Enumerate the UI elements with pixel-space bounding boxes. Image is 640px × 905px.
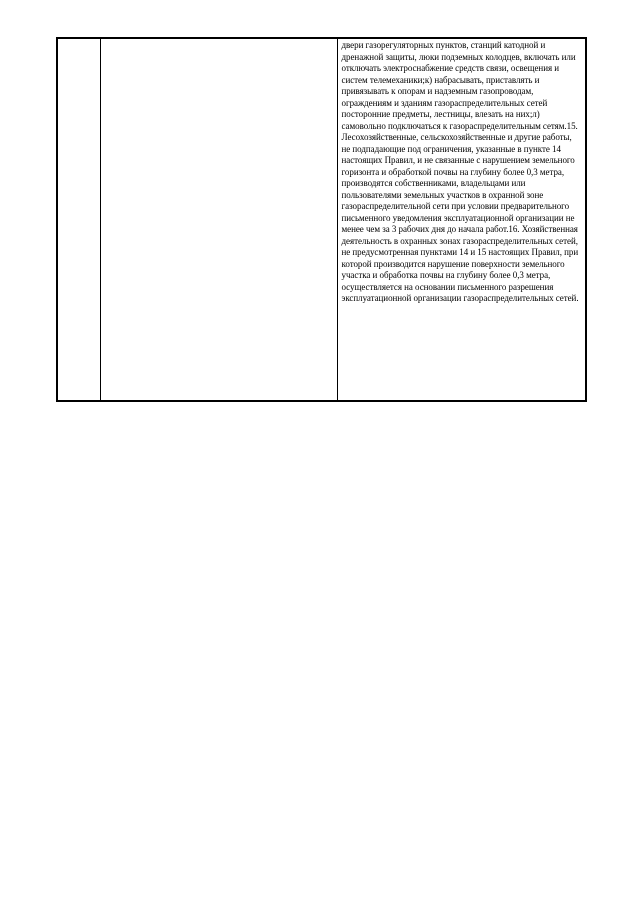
cell-content-text: двери газорегуляторных пунктов, станций катодной и дренажной защиты, люки подземных колодцев, включать или отключать электроснабжение средств связи, освещения и систем телемеханики;к) набрасывать, приставлять и привязывать к опорам и надземным газопроводам, ограждениям и зданиям газораспределительных сетей посторонние предметы, лестницы, влезать на них;л) самовольно подключаться к газораспределительным сетям.15. Лесохозяйственные, сельскохозяйственные и другие работы, не подпадающие под ограничения, указанные в пункте 14 настоящих Правил, и не связанные с нарушением земельного горизонта и обработкой почвы на глубину более 0,3 метра, производятся собственниками, владельцами или пользователями земельных участков в охранной зоне газораспределительной сети при условии предварительного письменного уведомления эксплуатационной организации не менее чем за 3 рабочих дня до начала работ.16. Хозяйственная деятельность в охранных зонах газораспределительных сетей, не предусмотренная пунктами 14 и 15 настоящих Правил, при которой производится нарушение поверхности земельного участка и обработка почвы на глубину более 0,3 метра, осуществляется на основании письменного разрешения эксплуатационной организации газораспределительных сетей. — [341, 40, 579, 303]
document-table — [56, 37, 587, 402]
cell-number-text — [58, 39, 100, 400]
table-row — [57, 38, 586, 401]
cell-description-text — [101, 39, 337, 400]
table-cell-content — [337, 38, 586, 401]
table-cell-number — [57, 38, 100, 401]
table-cell-description — [100, 38, 337, 401]
